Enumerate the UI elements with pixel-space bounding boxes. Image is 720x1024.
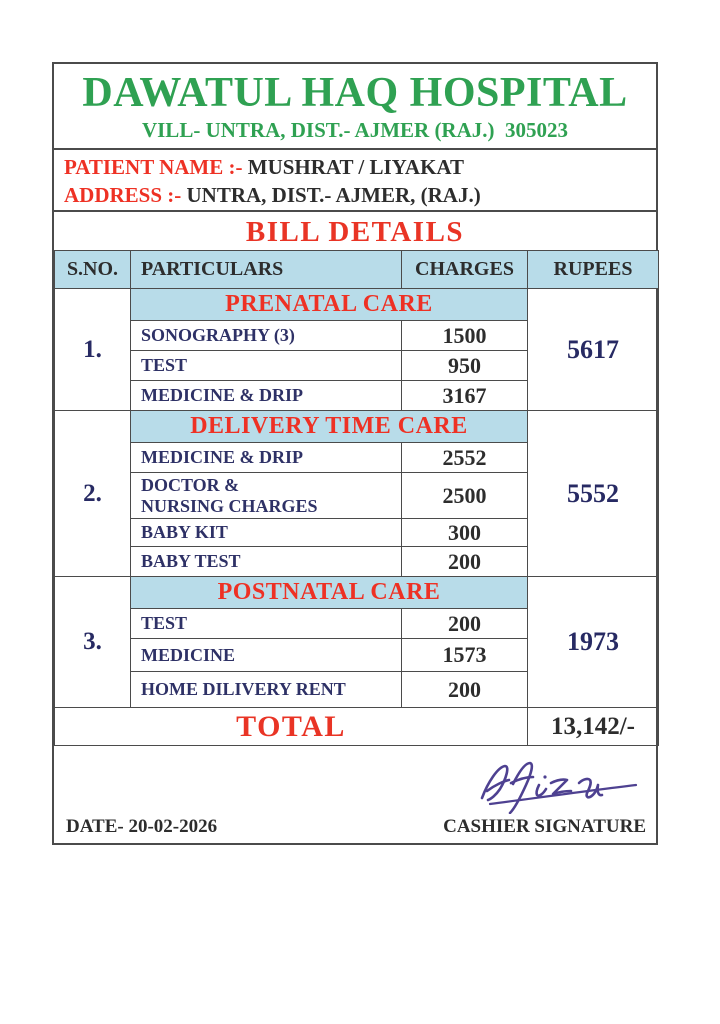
total-label: TOTAL (55, 708, 528, 746)
bill-table (54, 250, 659, 746)
hospital-name: DAWATUL HAQ HOSPITAL (82, 70, 628, 116)
section-2-header-row (55, 411, 659, 443)
item-charge: 200 (402, 672, 528, 708)
item-label: BABY KIT (131, 519, 402, 547)
item-charge: 200 (402, 547, 528, 577)
patient-info-box (54, 148, 656, 210)
col-header-sno: S.NO. (55, 251, 131, 289)
item-label: HOME DILIVERY RENT (131, 672, 402, 708)
patient-name-line (64, 153, 646, 181)
bill-footer (54, 746, 656, 846)
section-3-sno: 3. (55, 577, 131, 708)
item-charge: 1500 (402, 321, 528, 351)
table-header-row (55, 251, 659, 289)
bill-details-title: BILL DETAILS (245, 216, 465, 248)
section-2-title: DELIVERY TIME CARE (131, 411, 528, 443)
item-label: MEDICINE & DRIP (131, 381, 402, 411)
item-label: MEDICINE (131, 639, 402, 672)
col-header-rupees: RUPEES (528, 251, 659, 289)
total-value: 13,142/- (528, 708, 659, 746)
item-label: DOCTOR & NURSING CHARGES (131, 473, 402, 519)
section-2-rupees: 5552 (528, 411, 659, 577)
hospital-address: VILL- UNTRA, DIST.- AJMER (RAJ.) 305023 (141, 118, 569, 142)
patient-address-label: ADDRESS :- (64, 183, 187, 207)
section-1-sno: 1. (55, 289, 131, 411)
patient-address-line (64, 181, 646, 209)
patient-address-value: UNTRA, DIST.- AJMER, (RAJ.) (186, 183, 481, 207)
patient-name-label: PATIENT NAME :- (64, 155, 248, 179)
item-charge: 2500 (402, 473, 528, 519)
section-3-title: POSTNATAL CARE (131, 577, 528, 609)
item-label: SONOGRAPHY (3) (131, 321, 402, 351)
cashier-signature-icon (474, 754, 644, 814)
item-charge: 300 (402, 519, 528, 547)
total-row (55, 708, 659, 746)
item-label: TEST (131, 351, 402, 381)
col-header-charges: CHARGES (402, 251, 528, 289)
section-1-title: PRENATAL CARE (131, 289, 528, 321)
bill-date: DATE- 20-02-2026 (66, 816, 218, 837)
item-label: TEST (131, 609, 402, 639)
item-charge: 200 (402, 609, 528, 639)
section-1-rupees: 5617 (528, 289, 659, 411)
hospital-header (54, 64, 656, 148)
item-charge: 3167 (402, 381, 528, 411)
bill-card (52, 62, 658, 845)
item-label: BABY TEST (131, 547, 402, 577)
item-charge: 1573 (402, 639, 528, 672)
section-3-rupees: 1973 (528, 577, 659, 708)
col-header-particulars: PARTICULARS (131, 251, 402, 289)
section-1-header-row (55, 289, 659, 321)
item-label: MEDICINE & DRIP (131, 443, 402, 473)
item-charge: 950 (402, 351, 528, 381)
section-2-sno: 2. (55, 411, 131, 577)
bill-details-header (54, 210, 656, 250)
item-charge: 2552 (402, 443, 528, 473)
section-3-header-row (55, 577, 659, 609)
cashier-signature-label: CASHIER SIGNATURE (443, 816, 646, 837)
patient-name-value: MUSHRAT / LIYAKAT (247, 155, 465, 179)
